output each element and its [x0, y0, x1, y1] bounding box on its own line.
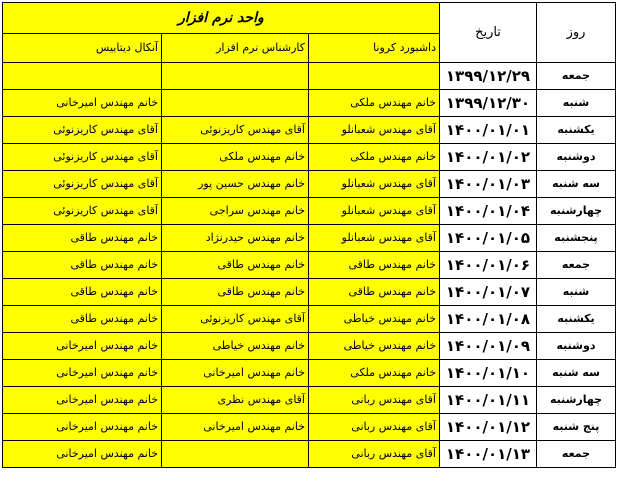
unit-title: واحد نرم افزار — [3, 3, 440, 34]
software-expert-cell: خانم مهندس حیدرنژاد — [162, 225, 309, 252]
dashboard-cell: خانم مهندس ملکی — [309, 144, 440, 171]
date-cell: ۱۴۰۰/۰۱/۱۰ — [440, 360, 537, 387]
software-expert-cell: خانم مهندس ملکی — [162, 144, 309, 171]
software-expert-cell: خانم مهندس امیرخانی — [162, 360, 309, 387]
day-cell: جمعه — [537, 252, 616, 279]
date-cell: ۱۴۰۰/۰۱/۰۶ — [440, 252, 537, 279]
software-expert-column-header: کارشناس نرم افزار — [162, 34, 309, 63]
date-cell: ۱۴۰۰/۰۱/۰۲ — [440, 144, 537, 171]
dashboard-cell: خانم مهندس طاقی — [309, 279, 440, 306]
table-row — [3, 252, 616, 279]
date-column-header: تاریخ — [440, 3, 537, 63]
dashboard-cell — [309, 63, 440, 90]
database-oncall-cell: خانم مهندس طاقی — [3, 279, 162, 306]
date-cell: ۱۳۹۹/۱۲/۳۰ — [440, 90, 537, 117]
day-cell: سه شنبه — [537, 360, 616, 387]
date-cell: ۱۴۰۰/۰۱/۰۹ — [440, 333, 537, 360]
table-row — [3, 360, 616, 387]
database-oncall-cell: خانم مهندس امیرخانی — [3, 387, 162, 414]
dashboard-cell: آقای مهندس شعبانلو — [309, 171, 440, 198]
dashboard-cell: آقای مهندس ربانی — [309, 441, 440, 468]
day-cell: جمعه — [537, 441, 616, 468]
table-row — [3, 414, 616, 441]
day-cell: یکشنبه — [537, 117, 616, 144]
software-expert-cell — [162, 90, 309, 117]
date-cell: ۱۴۰۰/۰۱/۱۱ — [440, 387, 537, 414]
oncall-schedule-table — [2, 2, 616, 468]
day-column-header: روز — [537, 3, 616, 63]
day-cell: دوشنبه — [537, 144, 616, 171]
software-expert-cell — [162, 441, 309, 468]
day-cell: چهارشنبه — [537, 198, 616, 225]
date-cell: ۱۴۰۰/۰۱/۰۳ — [440, 171, 537, 198]
database-oncall-cell — [3, 63, 162, 90]
software-expert-cell: آقای مهندس کاریزنوئی — [162, 117, 309, 144]
dashboard-cell: خانم مهندس خیاطی — [309, 306, 440, 333]
date-cell: ۱۴۰۰/۰۱/۱۲ — [440, 414, 537, 441]
table-row — [3, 441, 616, 468]
dashboard-column-header: داشبورد کرونا — [309, 34, 440, 63]
software-expert-cell: خانم مهندس طاقی — [162, 252, 309, 279]
database-oncall-cell: خانم مهندس طاقی — [3, 306, 162, 333]
table-row — [3, 117, 616, 144]
software-expert-cell: خانم مهندس امیرخانی — [162, 414, 309, 441]
date-cell: ۱۴۰۰/۰۱/۰۸ — [440, 306, 537, 333]
day-cell: پنج شنبه — [537, 414, 616, 441]
database-oncall-cell: خانم مهندس طاقی — [3, 225, 162, 252]
table-row — [3, 63, 616, 90]
software-expert-cell: خانم مهندس طاقی — [162, 279, 309, 306]
date-cell: ۱۳۹۹/۱۲/۲۹ — [440, 63, 537, 90]
table-row — [3, 306, 616, 333]
table-row — [3, 333, 616, 360]
dashboard-cell: خانم مهندس ملکی — [309, 90, 440, 117]
database-oncall-cell: خانم مهندس امیرخانی — [3, 90, 162, 117]
database-oncall-cell: خانم مهندس امیرخانی — [3, 333, 162, 360]
dashboard-cell: آقای مهندس ربانی — [309, 387, 440, 414]
day-cell: چهارشنبه — [537, 387, 616, 414]
database-oncall-cell: خانم مهندس امیرخانی — [3, 360, 162, 387]
database-oncall-cell: خانم مهندس طاقی — [3, 252, 162, 279]
table-row — [3, 225, 616, 252]
date-cell: ۱۴۰۰/۰۱/۰۱ — [440, 117, 537, 144]
date-cell: ۱۴۰۰/۰۱/۰۵ — [440, 225, 537, 252]
database-oncall-cell: آقای مهندس کاریزنوئی — [3, 198, 162, 225]
dashboard-cell: آقای مهندس شعبانلو — [309, 117, 440, 144]
software-expert-cell: خانم مهندس حسین پور — [162, 171, 309, 198]
day-cell: یکشنبه — [537, 306, 616, 333]
dashboard-cell: آقای مهندس شعبانلو — [309, 198, 440, 225]
dashboard-cell: خانم مهندس خیاطی — [309, 333, 440, 360]
software-expert-cell — [162, 63, 309, 90]
date-cell: ۱۴۰۰/۰۱/۱۳ — [440, 441, 537, 468]
table-row — [3, 90, 616, 117]
header-row-top — [3, 3, 616, 34]
day-cell: پنجشنبه — [537, 225, 616, 252]
dashboard-cell: آقای مهندس ربانی — [309, 414, 440, 441]
table-row — [3, 171, 616, 198]
date-cell: ۱۴۰۰/۰۱/۰۷ — [440, 279, 537, 306]
database-oncall-cell: خانم مهندس امیرخانی — [3, 441, 162, 468]
software-expert-cell: خانم مهندس خیاطی — [162, 333, 309, 360]
software-expert-cell: خانم مهندس سراجی — [162, 198, 309, 225]
database-column-header: آنکال دیتابیس — [3, 34, 162, 63]
dashboard-cell: خانم مهندس ملکی — [309, 360, 440, 387]
software-expert-cell: آقای مهندس نظری — [162, 387, 309, 414]
day-cell: جمعه — [537, 63, 616, 90]
software-expert-cell: آقای مهندس کاریزنوئی — [162, 306, 309, 333]
database-oncall-cell: آقای مهندس کاریزنوئی — [3, 144, 162, 171]
dashboard-cell: آقای مهندس شعبانلو — [309, 225, 440, 252]
day-cell: دوشنبه — [537, 333, 616, 360]
table-row — [3, 144, 616, 171]
table-row — [3, 387, 616, 414]
table-row — [3, 198, 616, 225]
day-cell: سه شنبه — [537, 171, 616, 198]
date-cell: ۱۴۰۰/۰۱/۰۴ — [440, 198, 537, 225]
database-oncall-cell: آقای مهندس کاریزنوئی — [3, 117, 162, 144]
day-cell: شنبه — [537, 279, 616, 306]
day-cell: شنبه — [537, 90, 616, 117]
dashboard-cell: خانم مهندس طاقی — [309, 252, 440, 279]
database-oncall-cell: خانم مهندس امیرخانی — [3, 414, 162, 441]
table-row — [3, 279, 616, 306]
database-oncall-cell: آقای مهندس کاریزنوئی — [3, 171, 162, 198]
